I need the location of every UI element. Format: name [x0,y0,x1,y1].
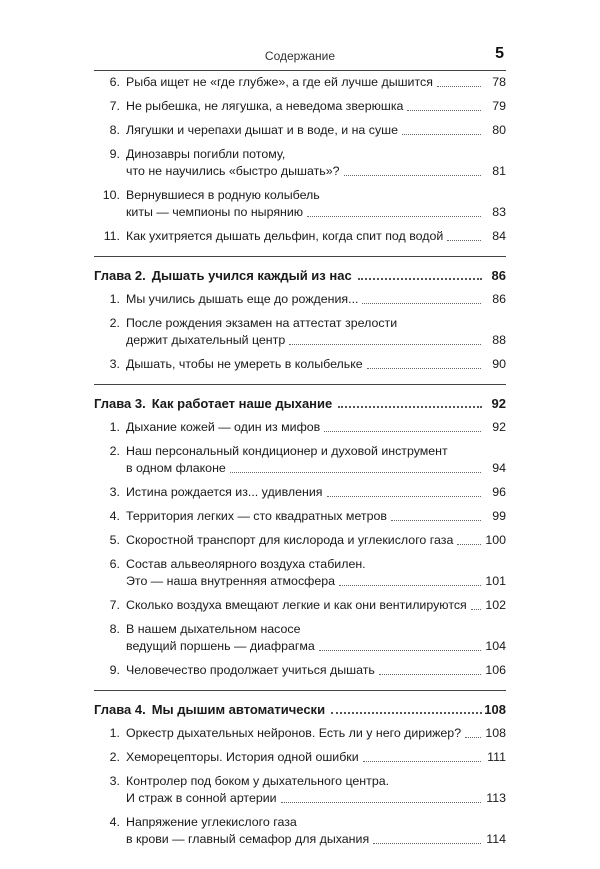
entry-title-line: Наш персональный кондиционер и духовой инструмент [126,444,448,458]
dot-leader [289,344,481,345]
toc-section [94,395,506,691]
entry-title-line: Как ухитряется дышать дельфин, когда спит под водой [126,229,444,243]
entry-page-number: 86 [492,292,506,306]
entry-number: 9. [109,147,120,161]
entry-title-line: ведущий поршень — диафрагма [126,639,315,653]
toc-entry[interactable] [94,749,506,766]
chapter-heading[interactable] [94,267,506,284]
entry-last-line [126,419,506,436]
toc-entry[interactable] [94,662,506,679]
dot-leader [457,544,481,545]
entry-title-line: Дыхание кожей — один из мифов [126,420,321,434]
dot-leader [362,303,481,304]
entry-number: 5. [109,533,120,547]
toc-entry[interactable] [94,443,506,477]
entry-page-number: 79 [492,99,506,113]
entry-last-line [126,204,506,221]
entry-page-number: 106 [485,663,506,677]
entry-page-number: 78 [492,75,506,89]
dot-leader [319,650,481,651]
dot-leader [407,110,481,111]
toc-entry[interactable] [94,356,506,373]
toc-entry[interactable] [94,508,506,525]
chapter-page-number: 108 [484,702,506,717]
entry-number: 2. [109,316,120,330]
entry-number: 3. [109,774,120,788]
entry-last-line [126,725,506,742]
dot-leader [344,175,481,176]
dot-leader [307,216,481,217]
entry-number: 1. [109,292,120,306]
entry-page-number: 80 [492,123,506,137]
dot-leader [338,406,482,408]
entry-number: 1. [109,726,120,740]
entry-number: 6. [109,557,120,571]
dot-leader [358,278,482,280]
chapter-title: Дышать учился каждый из нас [151,268,352,283]
entry-title-line: Динозавры погибли потому, [126,147,286,161]
entry-page-number: 99 [492,509,506,523]
entry-title-line: Состав альвеолярного воздуха стабилен. [126,557,366,571]
running-header [94,42,506,71]
entry-title-line: Лягушки и черепахи дышат и в воде, и на суше [126,123,398,137]
chapter-heading[interactable] [94,395,506,412]
entry-last-line [126,532,506,549]
entry-page-number: 111 [487,750,506,764]
entry-last-line [126,749,506,766]
entry-last-line [126,638,506,655]
dot-leader [339,585,481,586]
entry-title-line: Вернувшиеся в родную колыбель [126,188,320,202]
entry-title-line: Не рыбешка, не лягушка, а неведома зверюшка [126,99,404,113]
entry-page-number: 101 [485,574,506,588]
entry-last-line [126,831,506,848]
entry-page-number: 114 [486,832,506,846]
dot-leader [281,802,481,803]
entry-page-number: 83 [492,205,506,219]
entry-page-number: 94 [492,461,506,475]
entry-title-line: Рыба ищет не «где глубже», а где ей лучше дышится [126,75,433,89]
entry-title-line: Хеморецепторы. История одной ошибки [126,750,359,764]
chapter-page-number: 92 [491,396,506,411]
dot-leader [402,134,481,135]
entry-number: 10. [102,188,120,202]
entry-number: 8. [109,622,120,636]
entry-number: 4. [109,509,120,523]
entry-number: 4. [109,815,120,829]
entry-title-line: Оркестр дыхательных нейронов. Есть ли у него дирижер? [126,726,462,740]
entry-title-line: киты — чемпионы по нырянию [126,205,304,219]
entry-number: 8. [109,123,120,137]
entry-number: 9. [109,663,120,677]
entry-title-line: Напряжение углекислого газа [126,815,297,829]
page-number: 5 [495,45,504,62]
chapter-title: Мы дышим автоматически [151,702,326,717]
entry-page-number: 90 [492,357,506,371]
entry-title-line: что не научились «быстро дышать»? [126,164,340,178]
entry-number: 3. [109,357,120,371]
entry-title-line: Это — наша внутренняя атмосфера [126,574,336,588]
entry-last-line [126,163,506,180]
dot-leader [324,431,481,432]
dot-leader [379,674,481,675]
entry-number: 2. [109,444,120,458]
toc-entry[interactable] [94,419,506,436]
entry-title-line: Скоростной транспорт для кислорода и углекислого газа [126,533,454,547]
entry-title-line: Сколько воздуха вмещают легкие и как они вентилируются [126,598,467,612]
entry-last-line [126,332,506,349]
entry-last-line [126,228,506,245]
toc-entry[interactable] [94,98,506,115]
toc-section [94,70,506,257]
chapter-label: Глава 3. [94,396,146,411]
entry-title-line: Истина рождается из... удивления [126,485,323,499]
chapter-page-number: 86 [491,268,506,283]
entry-page-number: 96 [492,485,506,499]
toc-entry[interactable] [94,315,506,349]
entry-last-line [126,291,506,308]
entry-title-line: В нашем дыхательном насосе [126,622,301,636]
entry-last-line [126,597,506,614]
toc-entry[interactable] [94,532,506,549]
entry-page-number: 81 [492,164,506,178]
entry-title-line: Контролер под боком у дыхательного центра. [126,774,390,788]
entry-last-line [126,74,506,91]
toc-entry[interactable] [94,773,506,807]
toc-entry[interactable] [94,556,506,590]
entry-page-number: 102 [485,598,506,612]
entry-last-line [126,356,506,373]
entry-page-number: 88 [492,333,506,347]
dot-leader [373,843,481,844]
toc-entry[interactable] [94,814,506,848]
entry-number: 11. [103,229,120,243]
entry-page-number: 100 [485,533,506,547]
toc-entry[interactable] [94,187,506,221]
entry-title-line: И страж в сонной артерии [126,791,277,805]
entry-page-number: 108 [485,726,506,740]
entry-last-line [126,790,506,807]
dot-leader [391,520,481,521]
toc-entry[interactable] [94,621,506,655]
entry-number: 7. [109,99,120,113]
dot-leader [230,472,481,473]
entry-page-number: 84 [492,229,506,243]
entry-number: 6. [109,75,120,89]
toc-section [94,701,506,859]
entry-page-number: 92 [492,420,506,434]
toc-entry[interactable] [94,228,506,245]
entry-page-number: 113 [486,791,506,805]
entry-title-line: держит дыхательный центр [126,333,286,347]
toc-entry[interactable] [94,122,506,139]
dot-leader [331,712,482,714]
entry-title-line: в одном флаконе [126,461,226,475]
entry-last-line [126,122,506,139]
entry-title-line: Территория легких — сто квадратных метров [126,509,387,523]
entry-page-number: 104 [485,639,506,653]
dot-leader [471,609,481,610]
dot-leader [327,496,482,497]
dot-leader [447,240,481,241]
toc-entry[interactable] [94,597,506,614]
entry-last-line [126,98,506,115]
chapter-label: Глава 2. [94,268,146,283]
dot-leader [465,737,481,738]
toc-entry[interactable] [94,291,506,308]
chapter-title: Как работает наше дыхание [151,396,333,411]
entry-number: 2. [109,750,120,764]
toc-entry[interactable] [94,725,506,742]
dot-leader [367,368,481,369]
toc-entry[interactable] [94,484,506,501]
dot-leader [437,86,481,87]
entry-last-line [126,573,506,590]
entry-number: 7. [109,598,120,612]
entry-title-line: Дышать, чтобы не умереть в колыбельке [126,357,363,371]
entry-number: 3. [109,485,120,499]
chapter-heading[interactable] [94,701,506,718]
entry-number: 1. [109,420,120,434]
toc-section [94,267,506,385]
running-title: Содержание [264,49,336,63]
entry-title-line: После рождения экзамен на аттестат зрелости [126,316,398,330]
entry-last-line [126,484,506,501]
entry-last-line [126,662,506,679]
chapter-label: Глава 4. [94,702,146,717]
entry-title-line: в крови — главный семафор для дыхания [126,832,370,846]
toc-entry[interactable] [94,146,506,180]
entry-last-line [126,460,506,477]
entry-title-line: Человечество продолжает учиться дышать [126,663,375,677]
dot-leader [363,761,481,762]
entry-last-line [126,508,506,525]
entry-title-line: Мы учились дышать еще до рождения... [126,292,359,306]
toc-entry[interactable] [94,74,506,91]
table-of-contents [94,70,506,869]
